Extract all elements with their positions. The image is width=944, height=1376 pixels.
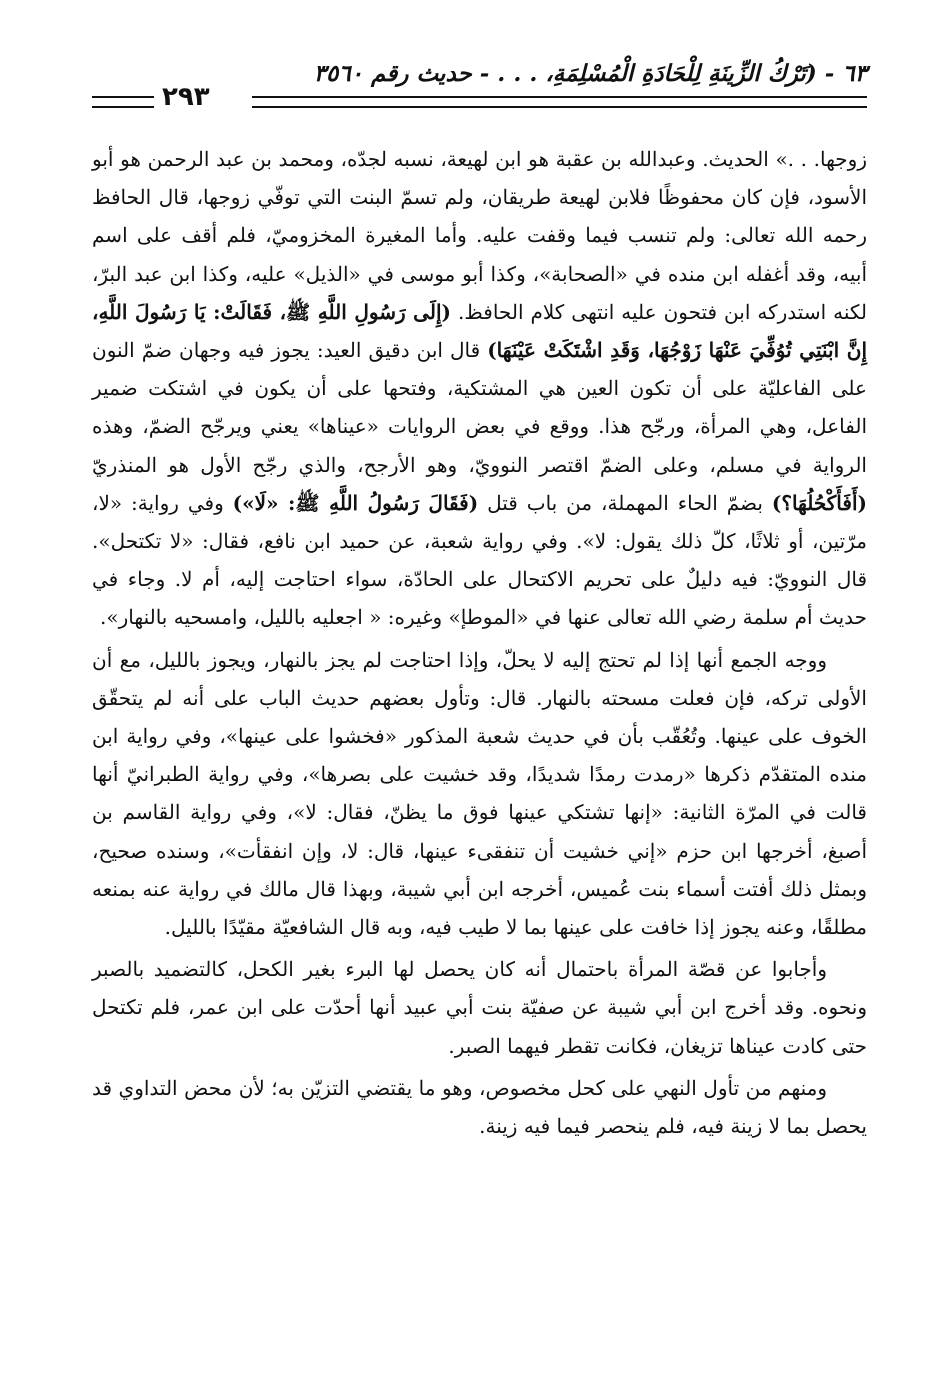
paragraph-4: ومنهم من تأول النهي على كحل مخصوص، وهو ما يقتضي التزيّن به؛ لأن محض التداوي قد يحصل بما لا زينة فيه، فلم ينحصر فيما فيه زينة. <box>92 1075 867 1139</box>
running-title: ٦٣ - (تَرْكُ الزِّينَةِ لِلْحَادَةِ الْمُسْلِمَةِ، . . . - حديث رقم ٣٥٦٠ <box>313 60 867 87</box>
hadith-quote-2: (أَفَأَكْحُلُهَا؟) <box>771 490 867 515</box>
hadith-quote-1: (إِلَى رَسُولِ اللَّهِ ﷺ، فَقَالَتْ: يَا رَسُولَ اللَّهِ، إِنَّ ابْنَتِي تُوُفِّيَ عَنْهَا زَوْجُهَا، وَقَدِ اشْتَكَتْ عَيْنَهَا) <box>92 299 867 363</box>
paragraph-1-mid: قال ابن دقيق العيد: يجوز فيه وجهان ضمّ النون على الفاعليّة على أن تكون العين هي المشتكية، وفتحها على أن يكون في اشتكت ضمير الفاعل، وهي المرأة، ورجّح هذا. ووقع في بعض الروايات «عيناها» يعني ويرجّح الضمّ، وهذه الرواية في مسلم، وعلى الضمّ اقتصر النوويّ، وهو الأرجح، والذي رجّح الأول هو المنذريّ <box>92 338 867 477</box>
paragraph-1-mid2: بضمّ الحاء المهملة، من باب قتل <box>478 490 772 515</box>
header-rule-left <box>92 96 154 108</box>
header-rule <box>252 96 867 108</box>
book-page <box>92 56 867 1145</box>
body-text <box>92 140 867 1145</box>
page-header <box>92 56 867 112</box>
page-number: ٢٩٣ <box>162 82 210 112</box>
hadith-quote-3: (فَقَالَ رَسُولُ اللَّهِ ﷺ: «لَا») <box>232 490 479 515</box>
paragraph-1-pre: زوجها. . .» الحديث. وعبدالله بن عقبة هو ابن لهيعة، نسبه لجدّه، ومحمد بن عبد الرحمن هو أبو الأسود، فإن كان محفوظًا فلابن لهيعة طريقان، ولم تسمّ البنت التي توفّي زوجها، قال الحافظ رحمه الله تعالى: ولم تنسب فيما وقفت عليه. وأما المغيرة المخزوميّ، فلم أقف على اسم أبيه، وقد أغفله ابن منده في «الصحابة»، وكذا أبو موسى في «الذيل» عليه، وكذا ابن عبد البرّ، لكنه استدركه ابن فتحون عليه انتهى كلام الحافظ. <box>92 147 867 324</box>
paragraph-1-post: وفي رواية: «لا، مرّتين، أو ثلاثًا، كلّ ذلك يقول: لا». وفي رواية شعبة، عن حميد ابن نافع، فقال: «لا تكتحل». قال النوويّ: فيه دليلٌ على تحريم الاكتحال على الحادّة، سواء احتاجت إليه، أم لا. وجاء في حديث أم سلمة رضي الله تعالى عنها في «الموطإ» وغيره: « اجعليه بالليل، وامسحيه بالنهار». <box>92 490 867 630</box>
paragraph-1 <box>92 140 867 637</box>
paragraph-3: وأجابوا عن قصّة المرأة باحتمال أنه كان يحصل لها البرء بغير الكحل، كالتضميد بالصبر ونحوه. وقد أخرج ابن أبي شيبة عن صفيّة بنت أبي عبيد أنها أحدّت على ابن عمر، فلم تكتحل حتى كادت عيناها تزيغان، فكانت تقطر فيهما الصبر. <box>92 957 867 1058</box>
paragraph-2: ووجه الجمع أنها إذا لم تحتج إليه لا يحلّ، وإذا احتاجت لم يجز بالنهار، ويجوز بالليل، مع أن الأولى تركه، فإن فعلت مسحته بالنهار. قال: وتأول بعضهم حديث الباب على أنه لم يتحقّق الخوف على عينها. وتُعُقّب بأن في حديث شعبة المذكور «فخشوا على عينها»، وفي رواية ابن منده المتقدّم ذكرها «رمدت رمدًا شديدًا، وقد خشيت على بصرها»، وفي رواية الطبرانيّ أنها قالت في المرّة الثانية: «إنها تشتكي عينها فوق ما يظنّ، فقال: لا»، وفي رواية القاسم بن أصبغ، أخرجها ابن حزم «إني خشيت أن تنفقىء عينها، قال: لا، وإن انفقأت»، وسنده صحيح، وبمثل ذلك أفتت أسماء بنت عُميس، أخرجه ابن أبي شيبة، وبهذا قال مالك في رواية عنه بمنعه مطلقًا، وعنه يجوز إذا خافت على عينها بما لا طيب فيه، وبه قال الشافعيّة مقيّدًا بالليل. <box>92 647 867 940</box>
